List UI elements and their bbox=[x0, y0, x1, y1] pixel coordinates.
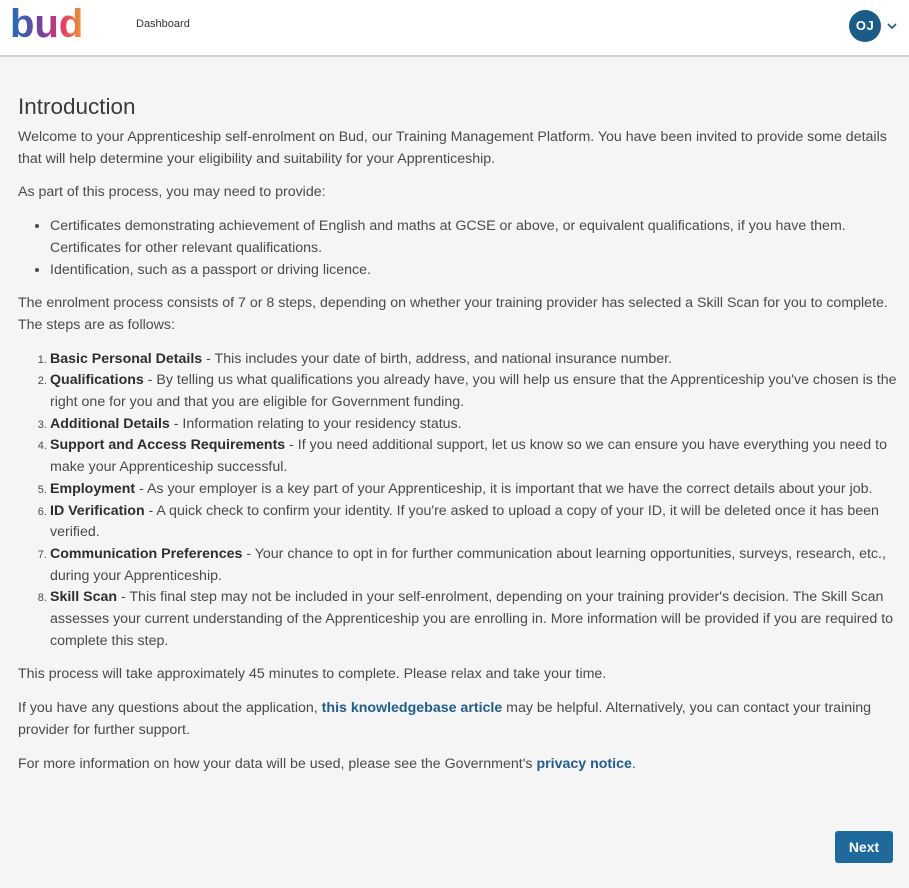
privacy-notice-link[interactable]: privacy notice bbox=[536, 755, 632, 772]
steps-intro: The enrolment process consists of 7 or 8 steps, depending on whether your training provider has selected a Skill Scan for you to complete. The steps are as follows: bbox=[18, 295, 888, 333]
privacy-paragraph bbox=[18, 754, 900, 776]
duration-paragraph: This process will take approximately 45 minutes to complete. Please relax and take your time. bbox=[18, 666, 607, 683]
user-menu[interactable] bbox=[849, 10, 901, 42]
questions-paragraph bbox=[18, 698, 900, 741]
step-item bbox=[50, 435, 900, 478]
logo-text: bud bbox=[10, 3, 84, 45]
step-title: Support and Access Requirements bbox=[50, 437, 286, 454]
step-item bbox=[50, 544, 900, 587]
step-title: Communication Preferences bbox=[50, 545, 243, 562]
step-title: Additional Details bbox=[50, 415, 170, 432]
step-item bbox=[50, 370, 900, 413]
avatar[interactable]: OJ bbox=[849, 10, 881, 42]
step-title: Skill Scan bbox=[50, 589, 118, 606]
step-description: - Your chance to opt in for further communication about learning opportunities, surveys, research, etc., during your Apprenticeship. bbox=[50, 545, 886, 584]
main-content bbox=[18, 93, 900, 787]
step-item bbox=[50, 479, 900, 501]
next-button[interactable]: Next bbox=[835, 831, 893, 863]
step-description: - This includes your date of birth, address, and national insurance number. bbox=[202, 350, 672, 367]
list-item: • Certificates demonstrating achievement of English and maths at GCSE or above, or equivalent qualifications, if you have them. Certificates for other relevant qualifications. bbox=[50, 216, 900, 259]
top-navbar bbox=[0, 0, 909, 57]
step-description: - Information relating to your residency status. bbox=[169, 415, 462, 432]
step-item bbox=[50, 349, 900, 371]
questions-text-after: may be helpful. Alternatively, you can contact your training provider for further support. bbox=[18, 700, 872, 738]
step-title: ID Verification bbox=[50, 502, 145, 519]
nav-dashboard-link[interactable]: Dashboard bbox=[136, 18, 190, 30]
knowledgebase-article-link[interactable]: this knowledgebase article bbox=[321, 700, 503, 717]
intro-paragraph: Welcome to your Apprenticeship self-enrolment on Bud, our Training Management Platform. You have been invited to provide some details that will help determine your eligibility and suitability for your Apprenticeship. bbox=[18, 129, 887, 167]
step-title: Qualifications bbox=[50, 372, 144, 389]
step-description: - A quick check to confirm your identity. If you're asked to upload a copy of your ID, it will be deleted once it has been verified. bbox=[50, 502, 879, 541]
list-item: • Identification, such as a passport or driving licence. bbox=[50, 260, 900, 282]
requirements-intro: As part of this process, you may need to provide: bbox=[18, 184, 326, 201]
step-item bbox=[50, 414, 900, 436]
step-description: - By telling us what qualifications you already have, you will help us ensure that the Apprenticeship you've chosen is the right one for you and that you are eligible for Government funding. bbox=[50, 372, 897, 411]
bud-logo[interactable] bbox=[10, 3, 100, 45]
page-title: Introduction bbox=[18, 94, 136, 119]
requirements-list bbox=[18, 216, 900, 281]
step-description: - If you need additional support, let us know so we can ensure you have everything you need to make your Apprenticeship successful. bbox=[50, 437, 887, 476]
steps-list bbox=[18, 349, 900, 653]
privacy-text-after: . bbox=[631, 755, 636, 772]
step-title: Employment bbox=[50, 480, 136, 497]
step-item bbox=[50, 501, 900, 544]
step-description: - This final step may not be included in your self-enrolment, depending on your training provider's decision. The Skill Scan assesses your current understanding of the Apprenticeship you are enrolling in. More information will be provided if you are required to complete this step. bbox=[50, 589, 894, 649]
chevron-down-icon[interactable] bbox=[886, 20, 898, 32]
questions-text-before: If you have any questions about the application, bbox=[18, 700, 322, 717]
privacy-text-before: For more information on how your data will be used, please see the Government's bbox=[18, 755, 537, 772]
step-item bbox=[50, 587, 900, 652]
step-description: - As your employer is a key part of your Apprenticeship, it is important that we have the correct details about your job. bbox=[135, 480, 873, 497]
step-title: Basic Personal Details bbox=[50, 350, 203, 367]
